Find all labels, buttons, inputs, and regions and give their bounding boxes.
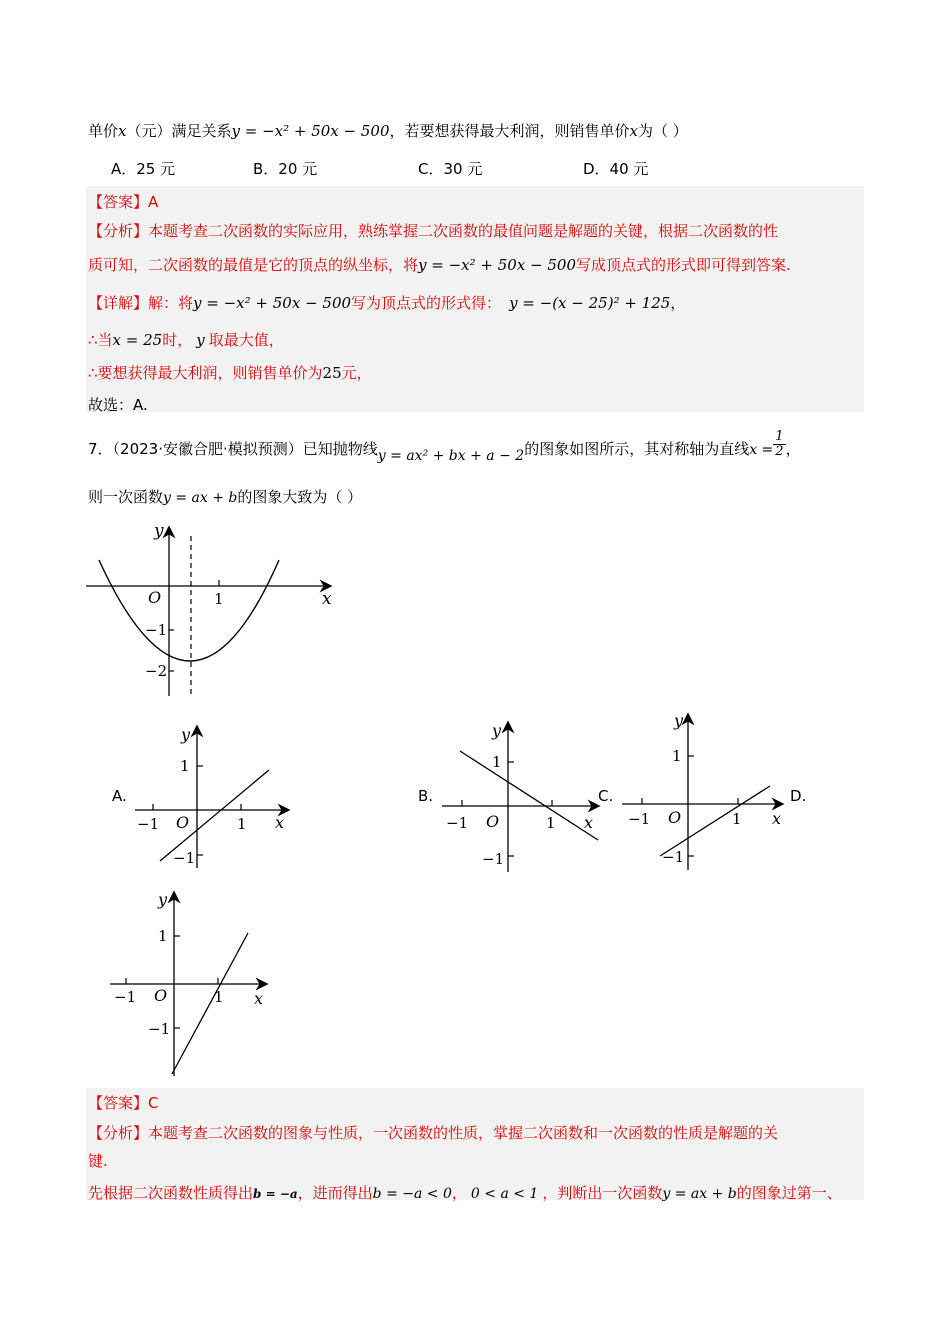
- svg-text:x: x: [584, 813, 594, 832]
- q7-answer: 【答案】C: [88, 1094, 159, 1112]
- origin-label: O: [148, 588, 162, 607]
- svg-text:−1: −1: [145, 621, 168, 639]
- svg-text:1: 1: [214, 988, 224, 1006]
- q7-analysis-line3: 先根据二次函数性质得出b = −a，进而得出b = −a < 0， 0 < a < 1 ，判断出一次函数y = ax + b的图象过第一、: [88, 1184, 842, 1202]
- q7-option-d-label[interactable]: D.: [790, 787, 807, 805]
- option-a-graph[interactable]: [133, 722, 293, 870]
- svg-text:1: 1: [546, 814, 556, 832]
- parabola-graph: [84, 518, 344, 700]
- q6-option-b[interactable]: B．20 元: [253, 160, 318, 178]
- option-d-graph[interactable]: [108, 888, 273, 1078]
- svg-text:1: 1: [180, 757, 190, 775]
- svg-text:−1: −1: [662, 848, 685, 866]
- svg-text:O: O: [668, 808, 682, 827]
- q6-analysis-line2: 质可知，二次函数的最值是它的顶点的纵坐标，将y = −x² + 50x − 500写成顶点式的形式即可得到答案.: [88, 256, 791, 274]
- q7-stem-line1: 7．（2023·安徽合肥·模拟预测）已知抛物线y = ax² + bx + a − 2的图象如图所示，其对称轴为直线x = $\frac{1}{2}$ ，: [88, 429, 801, 464]
- svg-text:y: y: [181, 725, 191, 744]
- q6-stem: 单价x（元）满足关系y = −x² + 50x − 500，若要想获得最大利润，则销售单价x为（ ）: [88, 122, 688, 140]
- svg-text:1: 1: [158, 927, 168, 945]
- option-d-line: [172, 933, 248, 1074]
- q6-option-d[interactable]: D．40 元: [583, 160, 649, 178]
- q6-step2: ∴要想获得最大利润，则销售单价为25元，: [88, 364, 372, 382]
- svg-text:x: x: [772, 809, 782, 828]
- q7-analysis-line2: 键.: [88, 1152, 108, 1170]
- q6-analysis-line1: 【分析】本题考查二次函数的实际应用，熟练掌握二次函数的最值问题是解题的关键，根据二次函数的性: [88, 222, 779, 240]
- option-c-graph[interactable]: [620, 710, 790, 872]
- q7-option-c-label[interactable]: C.: [598, 787, 614, 805]
- y-label: y: [154, 521, 164, 541]
- q6-answer: 【答案】A: [88, 193, 159, 211]
- svg-text:1: 1: [672, 747, 682, 765]
- svg-text:1: 1: [214, 590, 224, 608]
- svg-text:1: 1: [492, 753, 502, 771]
- q7-option-b-label[interactable]: B.: [418, 787, 434, 805]
- svg-text:1: 1: [237, 815, 247, 833]
- svg-text:−2: −2: [145, 662, 168, 680]
- svg-text:−1: −1: [173, 849, 196, 867]
- svg-text:1: 1: [732, 810, 742, 828]
- svg-text:y: y: [674, 711, 684, 730]
- svg-text:y: y: [492, 721, 502, 740]
- parabola-curve: [99, 560, 279, 661]
- svg-text:−1: −1: [482, 850, 505, 868]
- svg-text:−1: −1: [628, 810, 651, 828]
- x-label: x: [322, 589, 332, 609]
- q6-option-c[interactable]: C．30 元: [418, 160, 483, 178]
- q7-stem-line2: 则一次函数y = ax + b的图象大致为（ ）: [88, 488, 363, 506]
- q6-choose: 故选：A.: [88, 396, 148, 414]
- svg-text:−1: −1: [446, 814, 469, 832]
- svg-text:x: x: [275, 813, 285, 832]
- q6-detail: 【详解】解：将y = −x² + 50x − 500写为顶点式的形式得： y = −(x − 25)² + 125，: [88, 294, 686, 312]
- q7-analysis-line1: 【分析】本题考查二次函数的图象与性质，一次函数的性质，掌握二次函数和一次函数的性质是解题的关: [88, 1124, 779, 1142]
- svg-text:−1: −1: [114, 988, 137, 1006]
- svg-text:−1: −1: [148, 1020, 171, 1038]
- q7-parabola-formula: y = ax² + bx + a − 2: [377, 448, 525, 464]
- q6-step1: ∴当x = 25时， y 取最大值，: [88, 331, 284, 349]
- q6-option-a[interactable]: A．25 元: [111, 160, 176, 178]
- svg-text:−1: −1: [137, 815, 160, 833]
- svg-text:O: O: [486, 812, 500, 831]
- q7-option-a-label[interactable]: A.: [112, 787, 127, 805]
- svg-text:O: O: [154, 986, 168, 1005]
- q6-formula: y = −x² + 50x − 500: [231, 122, 390, 140]
- option-b-line: [460, 751, 598, 840]
- svg-text:O: O: [176, 813, 190, 832]
- option-b-graph[interactable]: [440, 718, 608, 874]
- svg-text:y: y: [158, 890, 168, 909]
- svg-text:x: x: [254, 989, 264, 1008]
